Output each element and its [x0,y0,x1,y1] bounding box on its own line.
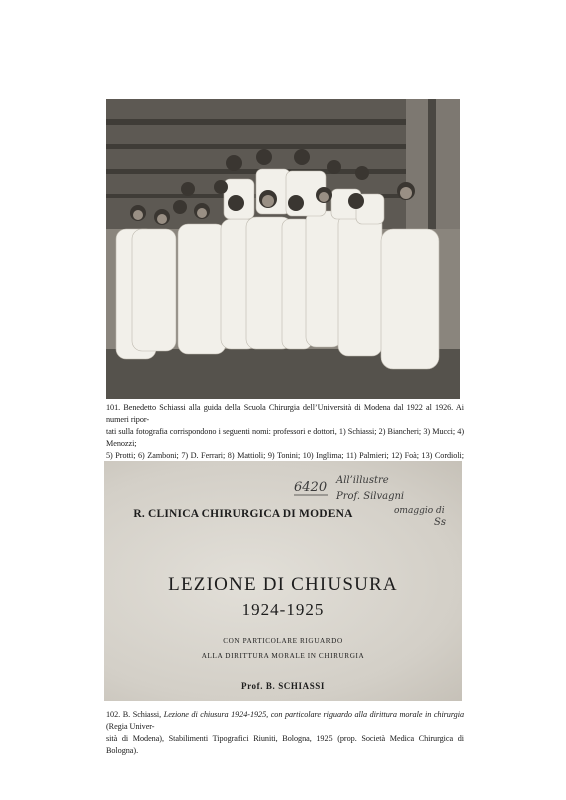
figure-102-caption [106,709,464,757]
cover-author: Prof. B. SCHIASSI [240,681,326,691]
cover-subtitle-line: CON PARTICOLARE RIGUARDO [223,637,343,645]
book-cover-photograph [104,461,462,701]
cover-years: 1924-1925 [241,600,325,619]
handwritten-number: 6420 [294,480,328,495]
caption-line: 5) Protti; 6) Zamboni; 7) D. Ferrari; 8) Mattioli; 9) Tonini; 10) Inglima; 11) Palmieri; 12) Foà; 13) Cordioli; [106,451,464,460]
caption-text: 102. B. Schiassi, [106,710,164,719]
caption-text: (Regia Univer- [106,722,155,731]
handwritten-line: Prof. Silvagni [336,491,405,502]
clinic-heading: R. CLINICA CHIRURGICA DI MODENA [133,508,353,520]
caption-line: 101. Benedetto Schiassi alla guida della Scuola Chirurgia dell’Università di Modena dal 1922 al 1926. Ai numeri ripor- [106,403,464,424]
group-photograph [106,99,460,399]
caption-book-title: Lezione di chiusura 1924-1925, con particolare riguardo alla dirittura morale in chirurgia [163,710,464,719]
handwritten-dedication [294,469,454,529]
handwritten-line: All’illustre [336,475,389,486]
caption-line: tati sulla fotografia corrispondono i seguenti nomi: professori e dottori, 1) Schiassi; 2) Biancheri; 3) Mucci; 4) Menozzi; [106,427,464,448]
caption-line: sità di Modena), Stabilimenti Tipografici Riuniti, Bologna, 1925 (prop. Società Medica Chirurgica di Bologna). [106,734,464,755]
cover-subtitle-line: ALLA DIRITTURA MORALE IN CHIRURGIA [201,652,365,660]
handwritten-line: omaggio di [394,506,445,516]
surgeons-group-photo-illustration [106,99,460,399]
caption-line [106,709,464,733]
cover-title: LEZIONE DI CHIUSURA [168,574,398,595]
handwritten-signature: Ss [434,517,446,528]
